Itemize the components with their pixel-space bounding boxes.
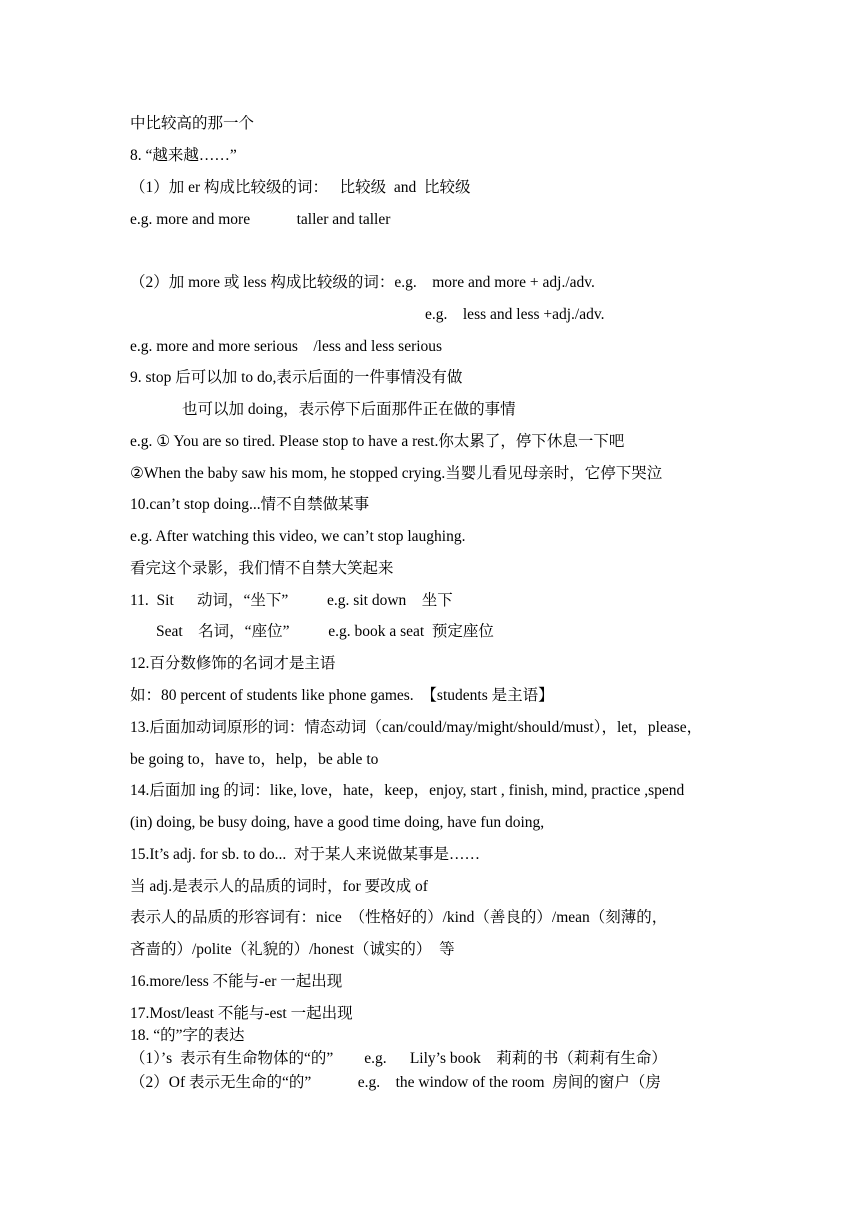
text-line: 12.百分数修饰的名词才是主语 — [130, 655, 336, 672]
text-line: （1）’s 表示有生命物体的“的” e.g. Lily’s book 莉莉的书（莉莉有生命） — [130, 1050, 667, 1067]
text-line: 如：80 percent of students like phone games. 【students 是主语】 — [130, 687, 554, 704]
text-line: e.g. ① You are so tired. Please stop to have a rest.你太累了，停下休息一下吧 — [130, 433, 625, 450]
text-line: ②When the baby saw his mom, he stopped crying.当婴儿看见母亲时，它停下哭泣 — [130, 465, 663, 482]
text-line: e.g. more and more taller and taller — [130, 211, 391, 228]
text-line: (in) doing, be busy doing, have a good time doing, have fun doing, — [130, 814, 545, 831]
text-line: e.g. After watching this video, we can’t stop laughing. — [130, 528, 466, 545]
text-line: 表示人的品质的形容词有：nice （性格好的）/kind（善良的）/mean（刻薄的， — [130, 909, 668, 926]
text-line: 18. “的”字的表达 — [130, 1027, 245, 1044]
text-line: 10.can’t stop doing...情不自禁做某事 — [130, 496, 370, 513]
text-line: 也可以加 doing，表示停下后面那件正在做的事情 — [182, 401, 516, 418]
text-line: 13.后面加动词原形的词：情态动词（can/could/may/might/should/must），let，please， — [130, 719, 703, 736]
text-line: e.g. less and less +adj./adv. — [425, 306, 605, 323]
text-line: （2）加 more 或 less 构成比较级的词：e.g. more and more + adj./adv. — [130, 274, 595, 291]
text-line: （2）Of 表示无生命的“的” e.g. the window of the room 房间的窗户（房 — [130, 1074, 661, 1091]
text-line: 当 adj.是表示人的品质的词时，for 要改成 of — [130, 878, 428, 895]
text-line: 吝啬的）/polite（礼貌的）/honest（诚实的） 等 — [130, 941, 455, 958]
text-line: Seat 名词，“座位” e.g. book a seat 预定座位 — [156, 623, 494, 640]
text-line: 11. Sit 动词，“坐下” e.g. sit down 坐下 — [130, 592, 453, 609]
text-line: 16.more/less 不能与-er 一起出现 — [130, 973, 343, 990]
text-line: 9. stop 后可以加 to do,表示后面的一件事情没有做 — [130, 369, 463, 386]
text-line: （1）加 er 构成比较级的词： 比较级 and 比较级 — [130, 179, 471, 196]
text-line: 17.Most/least 不能与-est 一起出现 — [130, 1005, 353, 1022]
text-line: be going to，have to，help，be able to — [130, 751, 379, 768]
text-line: 8. “越来越……” — [130, 147, 237, 164]
text-line: e.g. more and more serious /less and less serious — [130, 338, 443, 355]
text-line: 14.后面加 ing 的词：like, love，hate，keep，enjoy, start , finish, mind, practice ,spend — [130, 782, 685, 799]
text-line: 15.It’s adj. for sb. to do... 对于某人来说做某事是…… — [130, 846, 481, 863]
text-line: 看完这个录影，我们情不自禁大笑起来 — [130, 560, 394, 577]
text-line: 中比较高的那一个 — [130, 115, 255, 132]
